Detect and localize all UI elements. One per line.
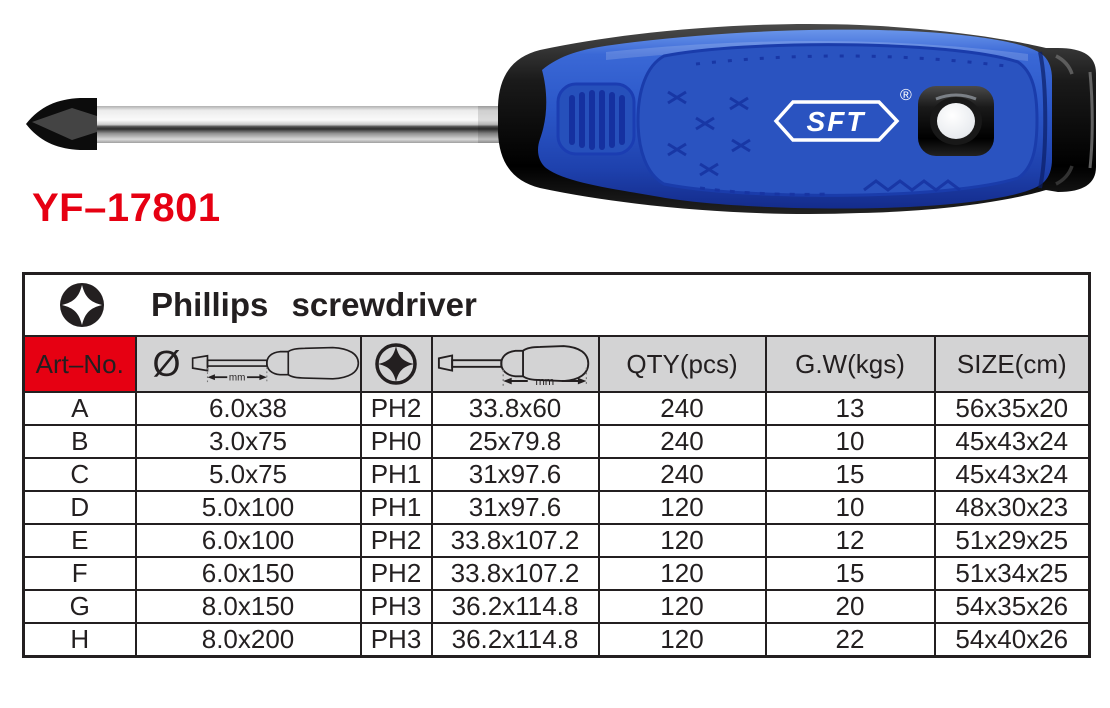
cell-handle: 33.8x60 (432, 392, 599, 425)
cell-size: 56x35x20 (935, 392, 1090, 425)
cell-blade: 6.0x38 (136, 392, 361, 425)
cell-gw: 13 (766, 392, 935, 425)
header-art-no: Art–No. (24, 336, 136, 392)
table-header-row (24, 336, 1090, 392)
cell-ph: PH2 (361, 524, 432, 557)
table-row (24, 491, 1090, 524)
cell-gw: 12 (766, 524, 935, 557)
header-phillips-size (361, 336, 432, 392)
diameter-symbol: Ø (152, 343, 181, 384)
cell-art-no: E (24, 524, 136, 557)
cell-blade: 6.0x150 (136, 557, 361, 590)
table-row (24, 623, 1090, 657)
cell-ph: PH0 (361, 425, 432, 458)
cell-size: 45x43x24 (935, 458, 1090, 491)
header-blade-dimensions (136, 336, 361, 392)
header-size: SIZE(cm) (935, 336, 1090, 392)
cell-size: 48x30x23 (935, 491, 1090, 524)
cell-art-no: C (24, 458, 136, 491)
cell-art-no: A (24, 392, 136, 425)
cell-blade: 5.0x75 (136, 458, 361, 491)
hang-hole (918, 86, 994, 156)
cell-ph: PH3 (361, 590, 432, 623)
table-row (24, 458, 1090, 491)
cell-handle: 36.2x114.8 (432, 590, 599, 623)
cell-art-no: H (24, 623, 136, 657)
table-row (24, 590, 1090, 623)
cell-size: 54x40x26 (935, 623, 1090, 657)
spec-table (22, 272, 1091, 658)
cell-blade: 5.0x100 (136, 491, 361, 524)
cell-art-no: G (24, 590, 136, 623)
svg-text:mm: mm (228, 372, 245, 384)
header-gross-weight: G.W(kgs) (766, 336, 935, 392)
table-title-row (24, 274, 1090, 337)
brand-text: SFT (806, 106, 866, 137)
table-title: Phillips screwdriver (151, 286, 477, 323)
cell-qty: 120 (599, 590, 766, 623)
shaft-length-diagram-icon (191, 338, 360, 390)
cell-gw: 15 (766, 458, 935, 491)
phillips-cross-icon (374, 342, 418, 386)
table-row (24, 557, 1090, 590)
table-row (24, 392, 1090, 425)
table-row (24, 425, 1090, 458)
cell-qty: 240 (599, 425, 766, 458)
phillips-bit-icon (59, 282, 105, 328)
cell-ph: PH1 (361, 491, 432, 524)
svg-text:mm: mm (535, 375, 555, 388)
cell-art-no: B (24, 425, 136, 458)
cell-handle: 25x79.8 (432, 425, 599, 458)
cell-qty: 240 (599, 458, 766, 491)
cell-blade: 8.0x200 (136, 623, 361, 657)
cell-ph: PH1 (361, 458, 432, 491)
cell-blade: 3.0x75 (136, 425, 361, 458)
cell-ph: PH3 (361, 623, 432, 657)
cell-gw: 20 (766, 590, 935, 623)
screwdriver-shaft (88, 106, 503, 143)
cell-handle: 33.8x107.2 (432, 524, 599, 557)
cell-handle: 31x97.6 (432, 458, 599, 491)
header-handle-dimensions (432, 336, 599, 392)
cell-size: 51x29x25 (935, 524, 1090, 557)
registered-mark: ® (900, 87, 912, 104)
cell-handle: 31x97.6 (432, 491, 599, 524)
cell-gw: 10 (766, 425, 935, 458)
cell-gw: 10 (766, 491, 935, 524)
table-row (24, 524, 1090, 557)
cell-handle: 36.2x114.8 (432, 623, 599, 657)
cell-blade: 8.0x150 (136, 590, 361, 623)
cell-gw: 22 (766, 623, 935, 657)
cell-blade: 6.0x100 (136, 524, 361, 557)
cell-gw: 15 (766, 557, 935, 590)
cell-qty: 240 (599, 392, 766, 425)
cell-qty: 120 (599, 623, 766, 657)
cell-size: 45x43x24 (935, 425, 1090, 458)
cell-ph: PH2 (361, 392, 432, 425)
handle-length-diagram-icon (437, 338, 593, 390)
cell-qty: 120 (599, 557, 766, 590)
cell-ph: PH2 (361, 557, 432, 590)
cell-art-no: D (24, 491, 136, 524)
cell-qty: 120 (599, 524, 766, 557)
header-qty: QTY(pcs) (599, 336, 766, 392)
cell-size: 54x35x26 (935, 590, 1090, 623)
cell-qty: 120 (599, 491, 766, 524)
cell-size: 51x34x25 (935, 557, 1090, 590)
cell-handle: 33.8x107.2 (432, 557, 599, 590)
model-number: YF–17801 (32, 186, 221, 230)
cell-art-no: F (24, 557, 136, 590)
